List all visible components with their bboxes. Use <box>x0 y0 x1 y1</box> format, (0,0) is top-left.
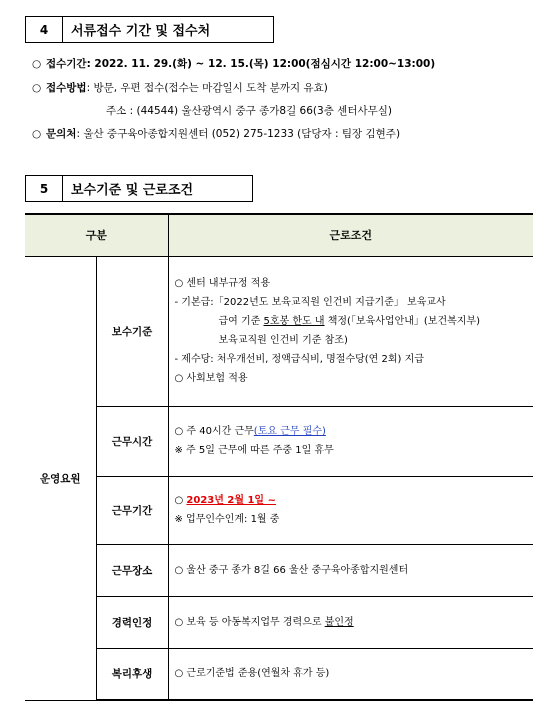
row-label-welfare: 복리후생 <box>96 648 168 700</box>
circle-bullet-icon: ○ <box>32 82 42 94</box>
hours-content: ○ 주 40시간 근무(토요 근무 필수) ※ 주 5일 근무에 따른 주중 1일 휴무 <box>168 406 533 476</box>
pay-content: ○ 센터 내부규정 적용 - 기본급:「2022년도 보육교직원 인건비 지급기준」 보육교사 급여 기준 5호봉 한도 내 책정(「보육사업안내」(보건복지부) 보육교직원 인건비 기준 참조) - 제수당: 처우개선비, 정액급식비, 명절수당(연 2회) 지급 ○ 사회보험 적용 <box>168 256 533 406</box>
section-title: 서류접수 기간 및 접수처 <box>63 16 274 43</box>
receipt-period: ○ 접수기간: 2022. 11. 29.(화) ~ 12. 15.(목) 12:00(점심시간 12:00~13:00) <box>32 58 436 70</box>
period-content: ○ 2023년 2월 1일 ~ ※ 업무인수인계: 1월 중 <box>168 476 533 544</box>
section-5-header <box>25 175 253 202</box>
section-number: 4 <box>25 16 63 43</box>
header-conditions: 근로조건 <box>168 214 533 256</box>
place-content: ○ 울산 중구 종가 8길 66 울산 중구육아종합지원센터 <box>168 544 533 596</box>
header-category: 구분 <box>25 214 168 256</box>
section-number: 5 <box>25 175 63 202</box>
group-label: 운영요원 <box>25 256 96 700</box>
career-content: ○ 보육 등 아동복지업무 경력으로 불인정 <box>168 596 533 648</box>
row-label-place: 근무장소 <box>96 544 168 596</box>
row-label-career: 경력인정 <box>96 596 168 648</box>
working-conditions-table <box>25 213 533 701</box>
row-label-pay: 보수기준 <box>96 256 168 406</box>
section-title: 보수기준 및 근로조건 <box>63 175 253 202</box>
receipt-address: 주소 : (44544) 울산광역시 중구 종가8길 66(3층 센터사무실) <box>106 105 392 117</box>
row-label-period: 근무기간 <box>96 476 168 544</box>
receipt-method: ○ 접수방법: 방문, 우편 접수(접수는 마감일시 도착 분까지 유효) <box>32 82 328 94</box>
contact-info: ○ 문의처: 울산 중구육아종합지원센터 (052) 275-1233 (담당자 : 팀장 김현주) <box>32 128 401 140</box>
circle-bullet-icon: ○ <box>32 58 42 70</box>
row-label-hours: 근무시간 <box>96 406 168 476</box>
section-4-header <box>25 16 274 43</box>
welfare-content: ○ 근로기준법 준용(연월차 휴가 등) <box>168 648 533 700</box>
circle-bullet-icon: ○ <box>32 128 42 140</box>
